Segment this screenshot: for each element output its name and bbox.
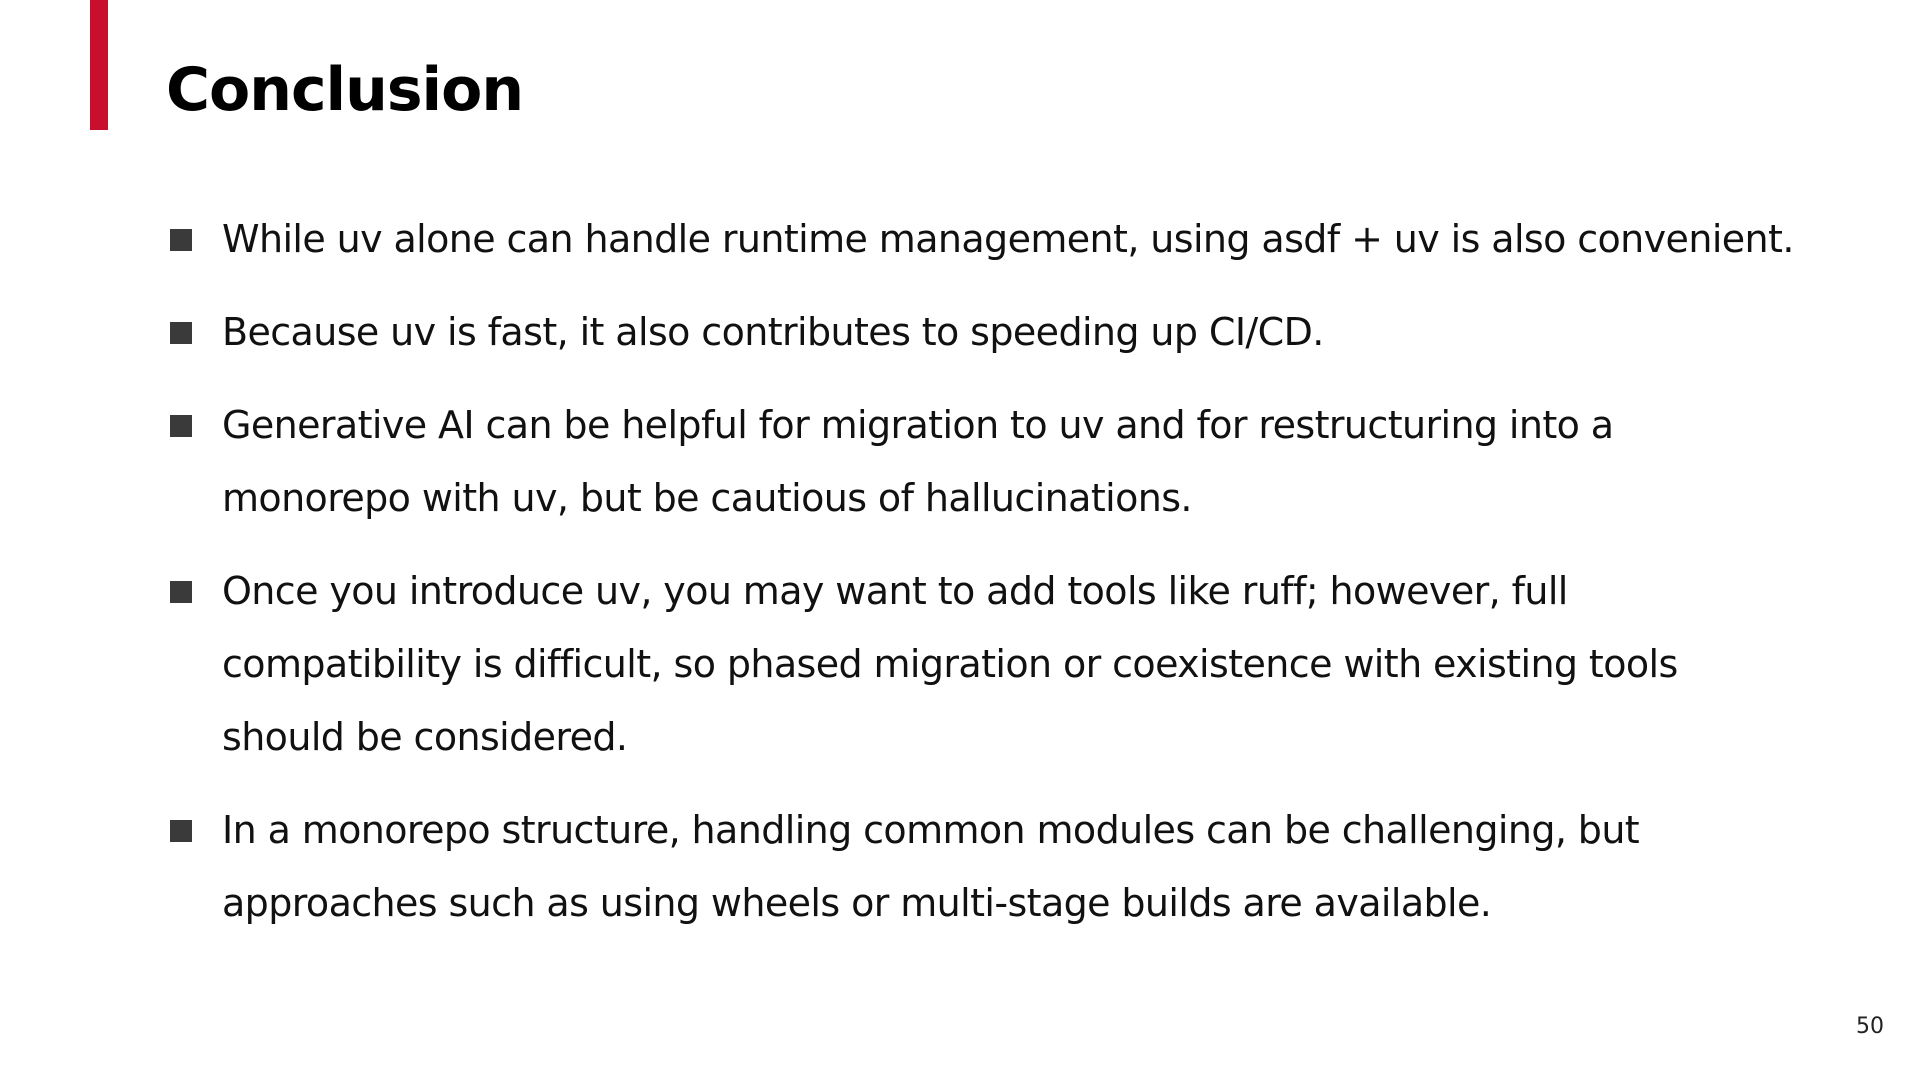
bullet-text: In a monorepo structure, handling common modules can be challenging, but approaches such as using wheels or multi-stage builds are available. (222, 808, 1640, 925)
bullet-item (166, 203, 1806, 276)
page-number: 50 (1856, 1014, 1884, 1039)
bullet-list (166, 203, 1806, 960)
square-bullet-icon (170, 322, 192, 344)
square-bullet-icon (170, 229, 192, 251)
square-bullet-icon (170, 820, 192, 842)
bullet-item (166, 389, 1806, 535)
bullet-text: Generative AI can be helpful for migration to uv and for restructuring into a monorepo with uv, but be cautious of hallucinations. (222, 403, 1614, 520)
bullet-item (166, 555, 1806, 774)
square-bullet-icon (170, 581, 192, 603)
bullet-text: Because uv is fast, it also contributes to speeding up CI/CD. (222, 310, 1324, 354)
bullet-text: Once you introduce uv, you may want to add tools like ruff; however, full compatibility is difficult, so phased migration or coexistence with existing tools should be considered. (222, 569, 1678, 759)
bullet-item (166, 794, 1806, 940)
bullet-item (166, 296, 1806, 369)
bullet-text: While uv alone can handle runtime management, using asdf + uv is also convenient. (222, 217, 1794, 261)
title-accent-bar (90, 0, 108, 130)
square-bullet-icon (170, 415, 192, 437)
slide-title: Conclusion (166, 55, 524, 125)
